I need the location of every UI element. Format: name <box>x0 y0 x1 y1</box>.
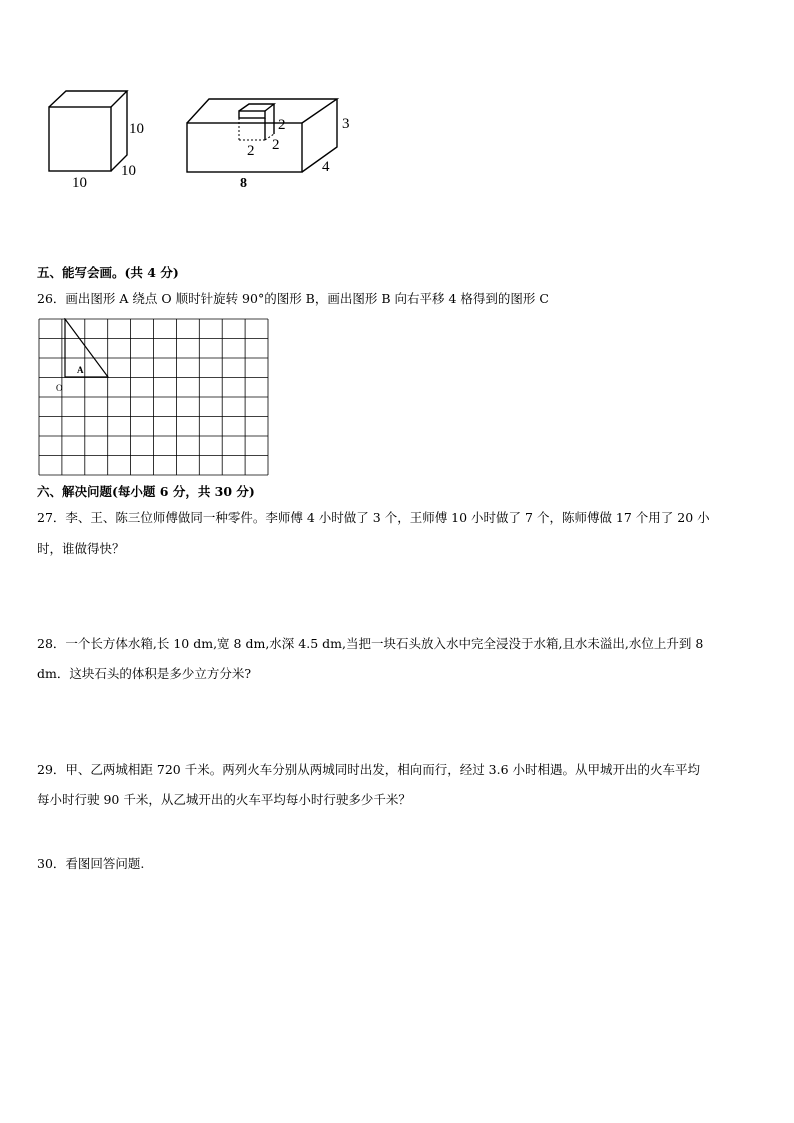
q30-text: 30．看图回答问题. <box>37 856 145 871</box>
q27-line2: 时，谁做得快？ <box>37 541 125 556</box>
q29-line2: 每小时行驶 90 千米，从乙城开出的火车平均每小时行驶多少千米？ <box>37 792 411 807</box>
box-figure <box>187 99 337 172</box>
cube-height-label: 10 <box>129 121 144 137</box>
triangle-a <box>65 319 108 377</box>
q28-line2: dm．这块石头的体积是多少立方分米? <box>37 666 252 681</box>
solid-figures <box>0 0 794 200</box>
q27-line1: 27．李、王、陈三位师傅做同一种零件。李师傅 4 小时做了 3 个，王师傅 10 小时做了 7 个，陈师傅做 17 个用了 20 小 <box>37 510 710 525</box>
q26-grid <box>38 318 270 478</box>
box-hole-label-c: 2 <box>247 143 255 159</box>
cube-figure <box>49 91 127 171</box>
point-o-label: O <box>56 383 63 393</box>
box-length-label: 8 <box>240 176 247 191</box>
cube-depth-label: 10 <box>121 163 136 179</box>
section5-heading: 五、能写会画。(共 4 分) <box>37 265 179 280</box>
q29-line1: 29．甲、乙两城相距 720 千米。两列火车分别从两城同时出发，相向而行，经过 3.6 小时相遇。从甲城开出的火车平均 <box>37 762 701 777</box>
box-height-label: 3 <box>342 116 350 132</box>
section6-heading: 六、解决问题(每小题 6 分，共 30 分) <box>37 484 255 499</box>
box-hole-label-a: 2 <box>278 117 286 133</box>
box-hole-label-b: 2 <box>272 137 280 153</box>
q28-line1: 28．一个长方体水箱,长 10 dm,宽 8 dm,水深 4.5 dm,当把一块石头放入水中完全浸没于水箱,且水未溢出,水位上升到 8 <box>37 636 704 651</box>
shape-a-label: A <box>77 365 84 375</box>
box-depth-label: 4 <box>322 159 330 175</box>
q26-text: 26．画出图形 A 绕点 O 顺时针旋转 90°的图形 B，画出图形 B 向右平移 4 格得到的图形 C <box>37 291 549 306</box>
cube-width-label: 10 <box>72 175 87 191</box>
